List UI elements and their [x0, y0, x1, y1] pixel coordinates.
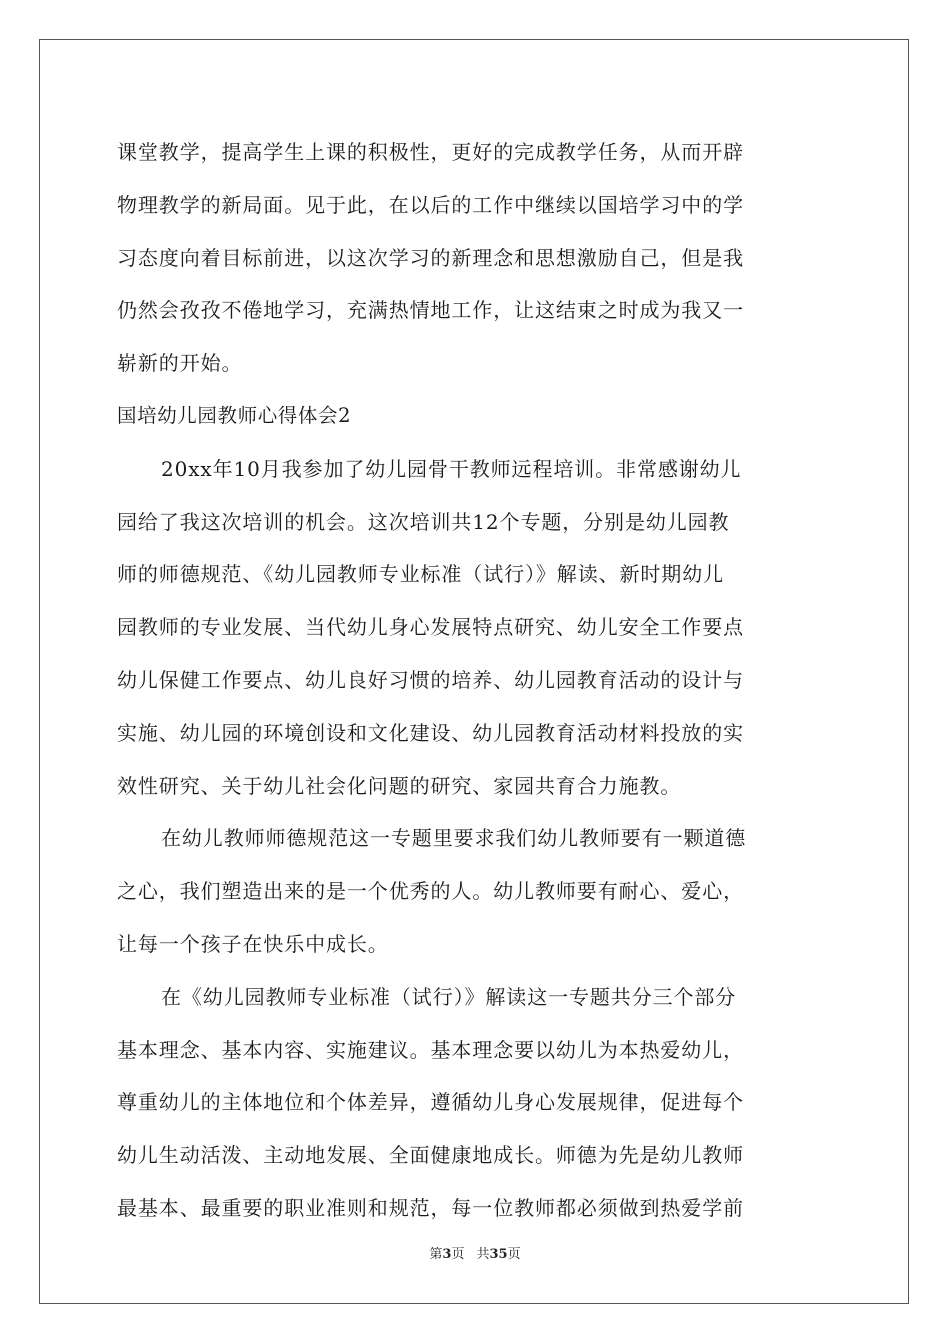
body-line: 园给了我这次培训的机会。这次培训共12个专题，分别是幼儿园教 [117, 509, 730, 534]
body-line: 基本理念、基本内容、实施建议。基本理念要以幼儿为本热爱幼儿， [117, 1037, 744, 1062]
body-line: 尊重幼儿的主体地位和个体差异，遵循幼儿身心发展规律，促进每个 [117, 1090, 744, 1115]
body-line: 效性研究、关于幼儿社会化问题的研究、家园共育合力施教。 [117, 773, 682, 798]
total-prefix: 共 [476, 1247, 490, 1262]
body-line: 在《幼儿园教师专业标准（试行）》解读这一专题共分三个部分 [161, 984, 737, 1009]
total-suffix: 页 [507, 1247, 521, 1262]
body-line: 在幼儿教师师德规范这一专题里要求我们幼儿教师要有一颗道德 [161, 826, 747, 851]
page-footer [0, 1246, 950, 1264]
document-body [117, 126, 833, 1235]
body-line: 崭新的开始。 [117, 351, 243, 376]
body-line: 让每一个孩子在快乐中成长。 [117, 931, 389, 956]
body-line: 物理教学的新局面。见于此，在以后的工作中继续以国培学习中的学 [117, 192, 744, 217]
body-line: 幼儿生动活泼、主动地发展、全面健康地成长。师德为先是幼儿教师 [117, 1143, 744, 1168]
total-pages: 35 [489, 1247, 508, 1262]
body-line: 幼儿保健工作要点、幼儿良好习惯的培养、幼儿园教育活动的设计与 [117, 667, 744, 692]
body-line: 最基本、最重要的职业准则和规范，每一位教师都必须做到热爱学前 [117, 1195, 744, 1220]
page-suffix: 页 [451, 1247, 465, 1262]
body-line: 仍然会孜孜不倦地学习，充满热情地工作，让这结束之时成为我又一 [117, 298, 744, 323]
body-line: 习态度向着目标前进，以这次学习的新理念和思想激励自己，但是我 [117, 245, 744, 270]
page-number: 3 [442, 1247, 452, 1262]
body-line: 课堂教学，提高学生上课的积极性，更好的完成教学任务，从而开辟 [117, 140, 744, 164]
body-line: 20xx年10月我参加了幼儿园骨干教师远程培训。非常感谢幼儿 [161, 456, 742, 481]
section-heading: 国培幼儿园教师心得体会2 [117, 403, 352, 427]
page-prefix: 第 [429, 1247, 443, 1262]
body-line: 园教师的专业发展、当代幼儿身心发展特点研究、幼儿安全工作要点 [117, 615, 744, 640]
body-line: 师的师德规范、《幼儿园教师专业标准（试行）》解读、新时期幼儿 [117, 562, 724, 587]
body-line: 之心，我们塑造出来的是一个优秀的人。幼儿教师要有耐心、爱心， [117, 879, 744, 904]
body-line: 实施、幼儿园的环境创设和文化建设、幼儿园教育活动材料投放的实 [117, 720, 744, 745]
